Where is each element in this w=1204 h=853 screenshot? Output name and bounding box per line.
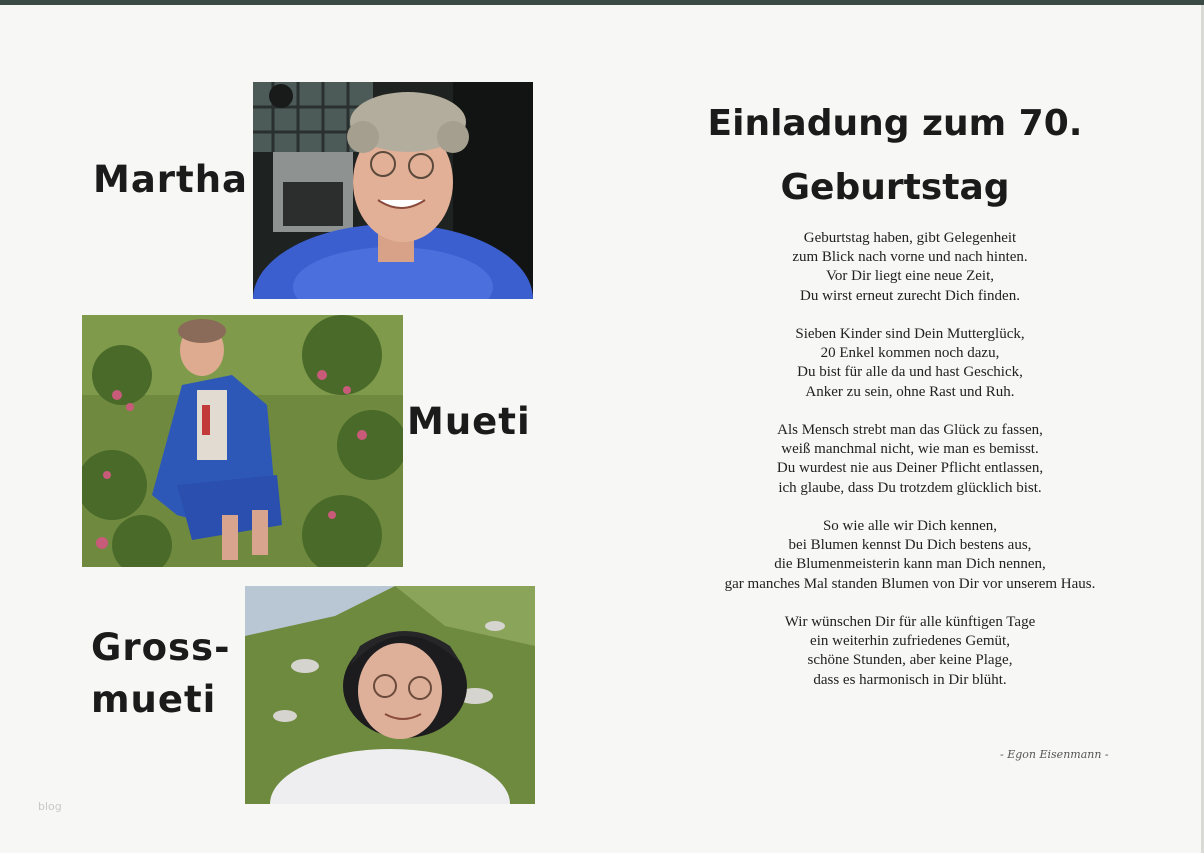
poem-stanza <box>660 229 1160 306</box>
poem-line: gar manches Mal standen Blumen von Dir vor unserem Haus. <box>724 575 1096 592</box>
poem-stanza <box>660 613 1160 690</box>
signature: - Egon Eisenmann - <box>1000 748 1109 761</box>
poem-line: Sieben Kinder sind Dein Mutterglück, <box>795 326 1025 342</box>
poem-line: Du bist für alle da und hast Geschick, <box>797 364 1023 381</box>
poem-line: Vor Dir liegt eine neue Zeit, <box>825 268 994 285</box>
invitation-title <box>690 92 1100 220</box>
poem-line: zum Blick nach vorne und nach hinten. <box>792 249 1028 266</box>
poem-line: dass es harmonisch in Dir blüht. <box>813 671 1007 688</box>
poem-line: So wie alle wir Dich kennen, <box>822 518 998 534</box>
photo-martha <box>253 82 533 299</box>
name-mueti: Mueti <box>407 400 531 443</box>
watermark-text: blog <box>38 800 62 813</box>
poem-line: Geburtstag haben, gibt Gelegenheit <box>803 230 1017 246</box>
poem-line: weiß manchmal nicht, wie man es bemisst. <box>781 441 1039 458</box>
poem-line: schöne Stunden, aber keine Plage, <box>807 652 1013 669</box>
poem-line: Du wirst erneut zurecht Dich finden. <box>800 287 1020 304</box>
poem <box>660 229 1160 709</box>
poem-stanza <box>660 421 1160 498</box>
name-grossmueti: Gross- mueti <box>91 626 231 721</box>
poem-line: Anker zu sein, ohne Rast und Ruh. <box>805 383 1015 400</box>
title-line-1: Einladung zum 70. <box>707 103 1083 144</box>
photo-grossmueti <box>245 586 535 804</box>
poem-line: die Blumenmeisterin kann man Dich nennen, <box>774 556 1046 573</box>
title-line-2: Geburtstag <box>780 167 1010 208</box>
poem-line: Als Mensch strebt man das Glück zu fassen, <box>777 422 1043 438</box>
poem-stanza <box>660 517 1160 594</box>
poem-line: bei Blumen kennst Du Dich bestens aus, <box>788 537 1032 554</box>
poem-line: ein weiterhin zufriedenes Gemüt, <box>810 633 1010 650</box>
poem-line: ich glaube, dass Du trotzdem glücklich bist. <box>778 479 1042 496</box>
poem-line: 20 Enkel kommen noch dazu, <box>820 345 1000 362</box>
poem-line: Du wurdest nie aus Deiner Pflicht entlassen, <box>776 460 1044 477</box>
poem-stanza <box>660 325 1160 402</box>
name-martha: Martha <box>93 158 249 201</box>
poem-line: Wir wünschen Dir für alle künftigen Tage <box>784 614 1036 630</box>
photo-mueti <box>82 315 403 567</box>
